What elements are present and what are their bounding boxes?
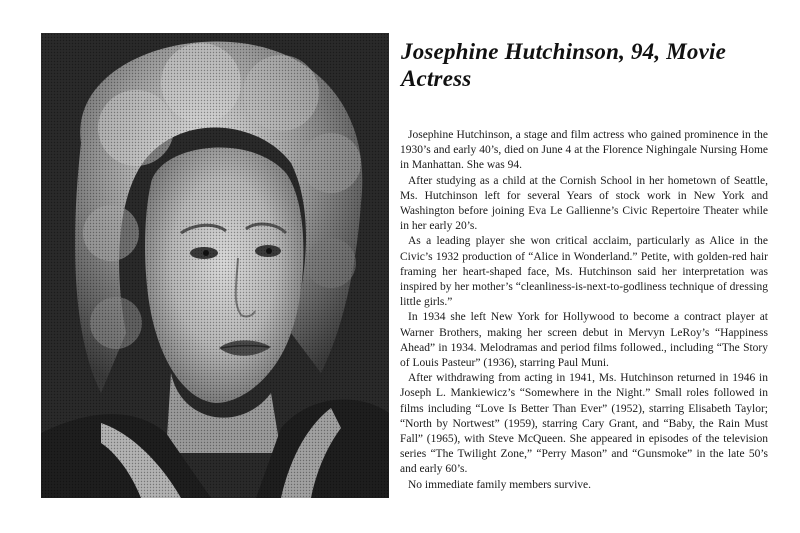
paragraph: In 1934 she left New York for Hollywood to become a contract player at Warner Brothers, making her screen debut in Mervyn LeRoy’s “Happiness Ahead” in 1934. Melodramas and period films followed., including “The Story of Louis Pasteur” (1936), starring Paul Muni. — [400, 311, 768, 370]
paragraph: Josephine Hutchinson, a stage and film actress who gained prominence in the 1930’s and early 40’s, died on June 4 at the Florence Nighingale Nursing Home in Manhattan. She was 94. — [400, 129, 768, 172]
portrait-photo — [41, 33, 389, 498]
paragraph: After studying as a child at the Cornish School in her hometown of Seattle, Ms. Hutchinson left for several Years of stock work in New York and Washington before joining Eva Le Gallienne’s Civic Repertoire Theater while in her early 20’s. — [400, 174, 768, 233]
headline: Josephine Hutchinson, 94, Movie Actress — [401, 39, 727, 91]
paragraph: As a leading player she won critical acclaim, particularly as Alice in the Civic’s 1932 production of “Alice in Wonderland.” Petite, with golden-red hair framing her heart-shaped face, Ms. Hutchinson said her interpretation was inspired by her mother’s “cleanliness-is-next-to-godliness technique of dressing little girls.” — [400, 235, 768, 309]
article-body — [400, 128, 768, 493]
paragraph: After withdrawing from acting in 1941, Ms. Hutchinson returned in 1946 in Joseph L. Mankiewicz’s “Somewhere in the Night.” Small roles followed in films including “Love Is Better Than Ever” (1952), starring Elisabeth Taylor; “North by Nortwest” (1959), starring Cary Grant, and “Baby, the Rain Must Fall” (1965), with Steve McQueen. She appeared in episodes of the television series “The Twilight Zone,” “Perry Mason” and “Gunsmoke” in the late 50’s and early 60’s. — [400, 372, 768, 476]
paragraph: No immediate family members survive. — [408, 478, 591, 491]
